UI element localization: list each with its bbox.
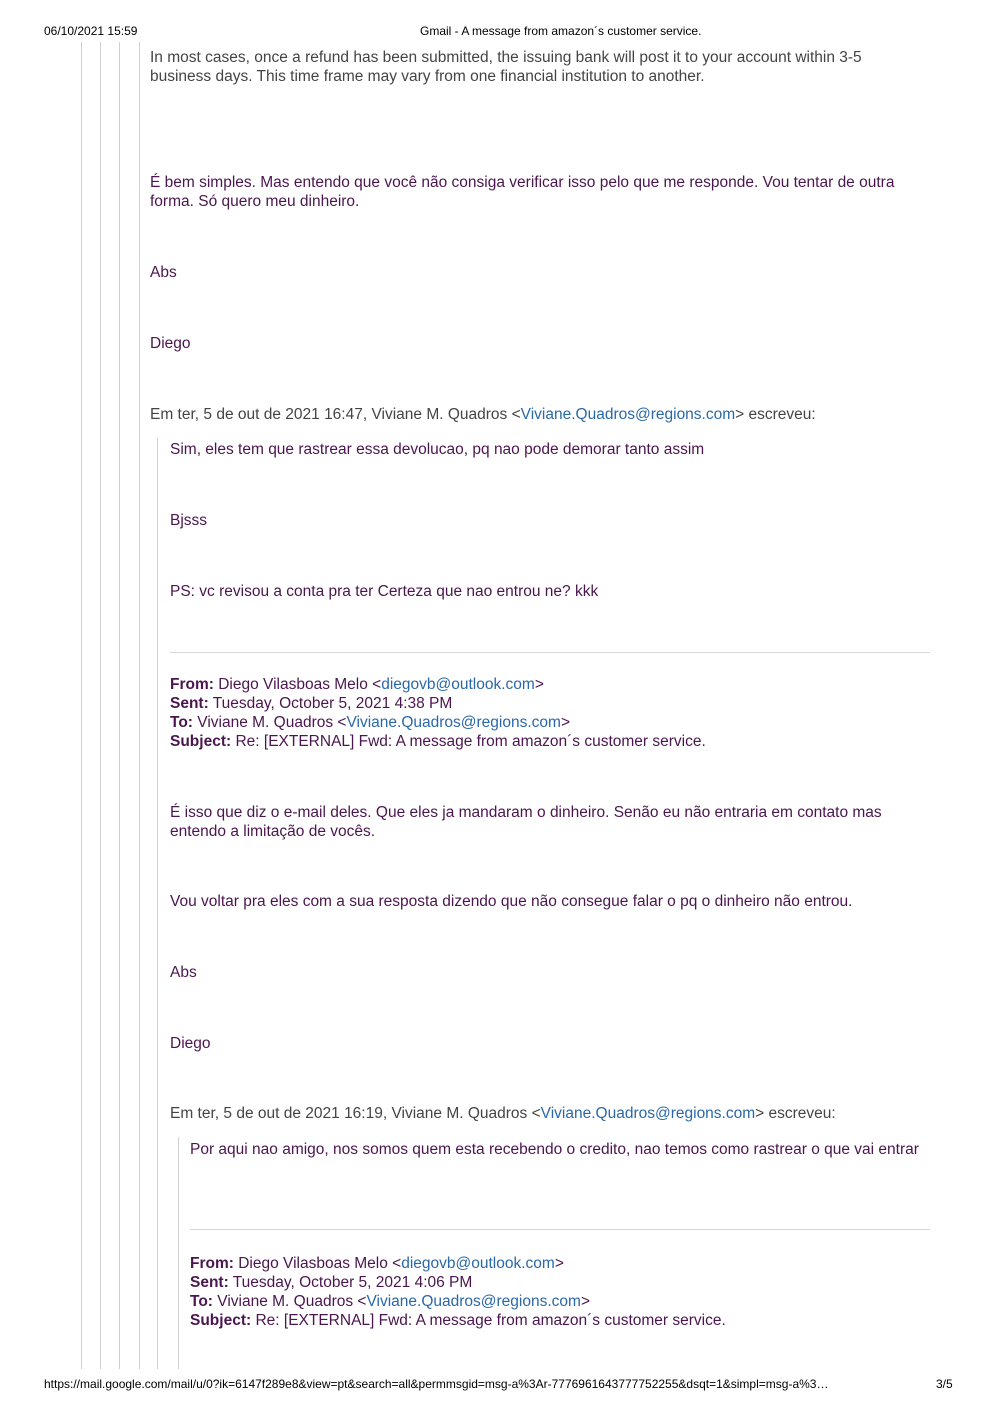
email-link[interactable]: diegovb@outlook.com: [381, 676, 535, 693]
page-number: 3/5: [936, 1377, 953, 1391]
from-line: From: Diego Vilasboas Melo <diegovb@outlook.com>: [190, 1255, 564, 1272]
quoted-message-regards: Abs: [170, 964, 197, 981]
quote-line-5: [157, 438, 158, 1369]
quote-line-3: [119, 42, 120, 1369]
email-link[interactable]: Viviane.Quadros@regions.com: [366, 1293, 581, 1310]
reply-regards: Abs: [150, 264, 177, 281]
quote-attribution: Em ter, 5 de out de 2021 16:47, Viviane M. Quadros <Viviane.Quadros@regions.com> escreveu:: [150, 406, 816, 423]
quoted-message-ps: PS: vc revisou a conta pra ter Certeza que nao entrou ne? kkk: [170, 583, 599, 600]
to-line: To: Viviane M. Quadros <Viviane.Quadros@regions.com>: [190, 1293, 591, 1310]
reply-paragraph: É bem simples. Mas entendo que você não consiga verificar isso pelo que me responde. Vou tentar de outra forma. Só quero meu dinheiro.: [150, 174, 895, 210]
email-link[interactable]: Viviane.Quadros@regions.com: [346, 714, 561, 731]
sent-line: Sent: Tuesday, October 5, 2021 4:06 PM: [190, 1274, 473, 1291]
quote-line-6: [178, 1137, 179, 1369]
quote-line-4: [139, 42, 140, 1369]
email-link[interactable]: diegovb@outlook.com: [401, 1255, 555, 1272]
print-title: Gmail - A message from amazon´s customer service.: [420, 24, 702, 38]
sent-line: Sent: Tuesday, October 5, 2021 4:38 PM: [170, 695, 453, 712]
print-datetime: 06/10/2021 15:59: [44, 24, 138, 38]
quoted-message-line: Sim, eles tem que rastrear essa devolucao, pq nao pode demorar tanto assim: [170, 441, 705, 458]
divider: [190, 1229, 930, 1230]
subject-line: Subject: Re: [EXTERNAL] Fwd: A message from amazon´s customer service.: [190, 1312, 726, 1329]
quote-line-2: [100, 42, 101, 1369]
reply-signature: Diego: [150, 335, 191, 352]
quoted-message-signature: Diego: [170, 1035, 211, 1052]
email-link[interactable]: Viviane.Quadros@regions.com: [520, 406, 736, 423]
email-header-block: [170, 675, 930, 751]
to-line: To: Viviane M. Quadros <Viviane.Quadros@regions.com>: [170, 714, 571, 731]
quote-line-1: [81, 42, 82, 1369]
print-footer: [0, 1377, 1000, 1393]
quoted-message-paragraph: Por aqui nao amigo, nos somos quem esta recebendo o credito, nao temos como rastrear o que vai entrar: [190, 1141, 919, 1158]
print-header: [0, 24, 1000, 40]
divider: [170, 652, 930, 653]
refund-paragraph: In most cases, once a refund has been submitted, the issuing bank will post it to your account within 3-5 business days. This time frame may vary from one financial institution to another.: [150, 49, 862, 85]
email-link[interactable]: Viviane.Quadros@regions.com: [540, 1105, 756, 1122]
quote-attribution: Em ter, 5 de out de 2021 16:19, Viviane M. Quadros <Viviane.Quadros@regions.com> escreveu:: [170, 1105, 836, 1122]
quoted-message-paragraph: Vou voltar pra eles com a sua resposta dizendo que não consegue falar o pq o dinheiro não entrou.: [170, 893, 853, 910]
email-header-block: [190, 1254, 930, 1330]
quoted-message-paragraph: É isso que diz o e-mail deles. Que eles ja mandaram o dinheiro. Senão eu não entraria em contato mas entendo a limitação de vocês.: [170, 804, 882, 840]
quoted-message-closing: Bjsss: [170, 512, 208, 529]
from-line: From: Diego Vilasboas Melo <diegovb@outlook.com>: [170, 676, 544, 693]
subject-line: Subject: Re: [EXTERNAL] Fwd: A message from amazon´s customer service.: [170, 733, 706, 750]
print-url: https://mail.google.com/mail/u/0?ik=6147f289e8&view=pt&search=all&permmsgid=msg-a%3Ar-7776961643777752255&dsqt=1&simpl=msg-a%3…: [44, 1377, 829, 1391]
